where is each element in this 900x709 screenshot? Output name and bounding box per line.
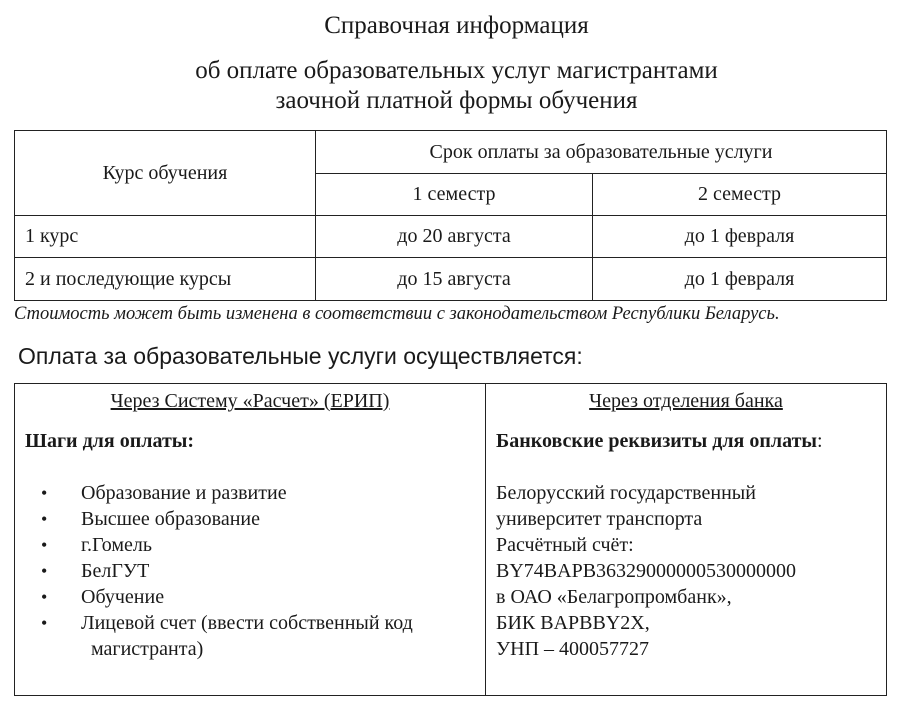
requisite-line: университет транспорта — [496, 508, 703, 530]
subtitle-line-2: заочной платной формы обучения — [275, 87, 638, 114]
bank-requisites — [496, 480, 876, 662]
bullet-icon: • — [41, 613, 48, 633]
bullet-icon: • — [41, 561, 48, 581]
bik-code: БИК BAPBBY2X, — [496, 612, 650, 634]
semester-1-header: 1 семестр — [316, 174, 593, 216]
bullet-icon: • — [41, 587, 48, 607]
requisite-line: Расчётный счёт: — [496, 534, 634, 556]
bank-column — [486, 384, 887, 696]
erip-header: Через Систему «Расчет» (ЕРИП) — [110, 390, 390, 412]
payment-methods-table — [14, 383, 887, 696]
requisite-line: в ОАО «Белагропромбанк», — [496, 586, 732, 608]
sem2-deadline-cell: до 1 февраля — [593, 216, 887, 258]
erip-column — [15, 384, 486, 696]
requisite-line: Белорусский государственный — [496, 482, 756, 504]
sem2-deadline-cell: до 1 февраля — [593, 258, 887, 301]
list-item: • г.Гомель — [41, 534, 153, 556]
price-change-note: Стоимость может быть изменена в соответствии с законодательством Республики Беларусь. — [14, 304, 780, 324]
requisites-title: Банковские реквизиты для оплаты: — [496, 430, 823, 452]
unp-code: УНП – 400057727 — [496, 638, 650, 660]
payment-schedule-table — [14, 130, 887, 301]
bullet-icon: • — [41, 483, 48, 503]
sem1-deadline-cell: до 15 августа — [316, 258, 593, 301]
subtitle-line-1: об оплате образовательных услуг магистрантами — [195, 57, 718, 84]
course-cell: 1 курс — [15, 216, 316, 258]
semester-2-header: 2 семестр — [593, 174, 887, 216]
list-item: • Лицевой счет (ввести собственный код магистранта) — [41, 612, 413, 660]
sem1-deadline-cell: до 20 августа — [316, 216, 593, 258]
table-row — [15, 216, 887, 258]
list-item: • Обучение — [41, 586, 165, 608]
steps-list — [25, 480, 475, 662]
bullet-icon: • — [41, 509, 48, 529]
list-item: • Высшее образование — [41, 508, 260, 530]
list-item: • Образование и развитие — [41, 482, 287, 504]
table-row — [15, 258, 887, 301]
bank-header: Через отделения банка — [589, 390, 783, 412]
account-number: BY74BAPB36329000000530000000 — [496, 560, 797, 582]
term-header: Срок оплаты за образовательные услуги — [316, 131, 887, 174]
payment-methods-heading: Оплата за образовательные услуги осуществляется: — [18, 343, 583, 369]
list-item: • БелГУТ — [41, 560, 150, 582]
page-title: Справочная информация — [324, 12, 589, 39]
course-cell: 2 и последующие курсы — [15, 258, 316, 301]
course-header: Курс обучения — [15, 131, 316, 216]
page-subtitle — [0, 56, 900, 116]
bullet-icon: • — [41, 535, 48, 555]
steps-title: Шаги для оплаты: — [25, 430, 195, 452]
